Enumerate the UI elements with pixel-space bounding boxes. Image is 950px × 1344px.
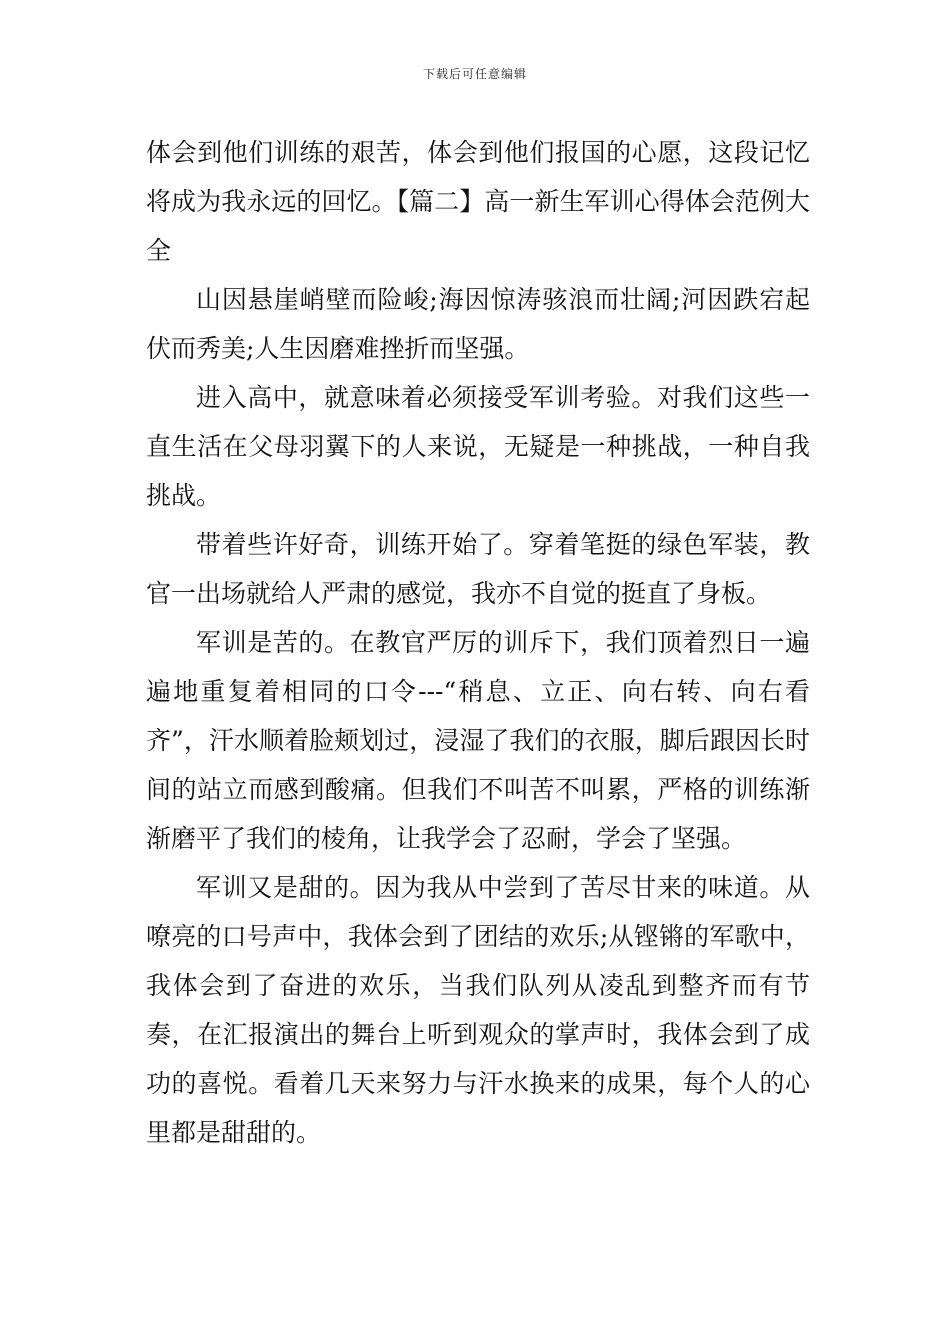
document-body	[146, 128, 810, 1157]
paragraph-1: 体会到他们训练的艰苦，体会到他们报国的心愿，这段记忆将成为我永远的回忆。【篇二】高一新生军训心得体会范例大全	[146, 138, 810, 265]
page-header-note: 下载后可任意编辑	[422, 67, 527, 81]
paragraph-2: 山因悬崖峭壁而险峻;海因惊涛骇浪而壮阔;河因跌宕起伏而秀美;人生因磨难挫折而坚强。	[146, 285, 810, 363]
paragraph-4: 带着些许好奇，训练开始了。穿着笔挺的绿色军装，教官一出场就给人严肃的感觉，我亦不自觉的挺直了身板。	[146, 530, 810, 608]
paragraph-6: 军训又是甜的。因为我从中尝到了苦尽甘来的味道。从嘹亮的口号声中，我体会到了团结的欢乐;从铿锵的军歌中，我体会到了奋进的欢乐，当我们队列从凌乱到整齐而有节奏，在汇报演出的舞台上听到观众的掌声时，我体会到了成功的喜悦。看着几天来努力与汗水换来的成果，每个人的心里都是甜甜的。	[146, 873, 810, 1147]
paragraph-3: 进入高中，就意味着必须接受军训考验。对我们这些一直生活在父母羽翼下的人来说，无疑是一种挑战，一种自我挑战。	[146, 383, 810, 510]
paragraph-5: 军训是苦的。在教官严厉的训斥下，我们顶着烈日一遍遍地重复着相同的口令---“稍息、立正、向右转、向右看齐”，汗水顺着脸颊划过，浸湿了我们的衣服，脚后跟因长时间的站立而感到酸痛。但我们不叫苦不叫累，严格的训练渐渐磨平了我们的棱角，让我学会了忍耐，学会了坚强。	[146, 628, 810, 853]
